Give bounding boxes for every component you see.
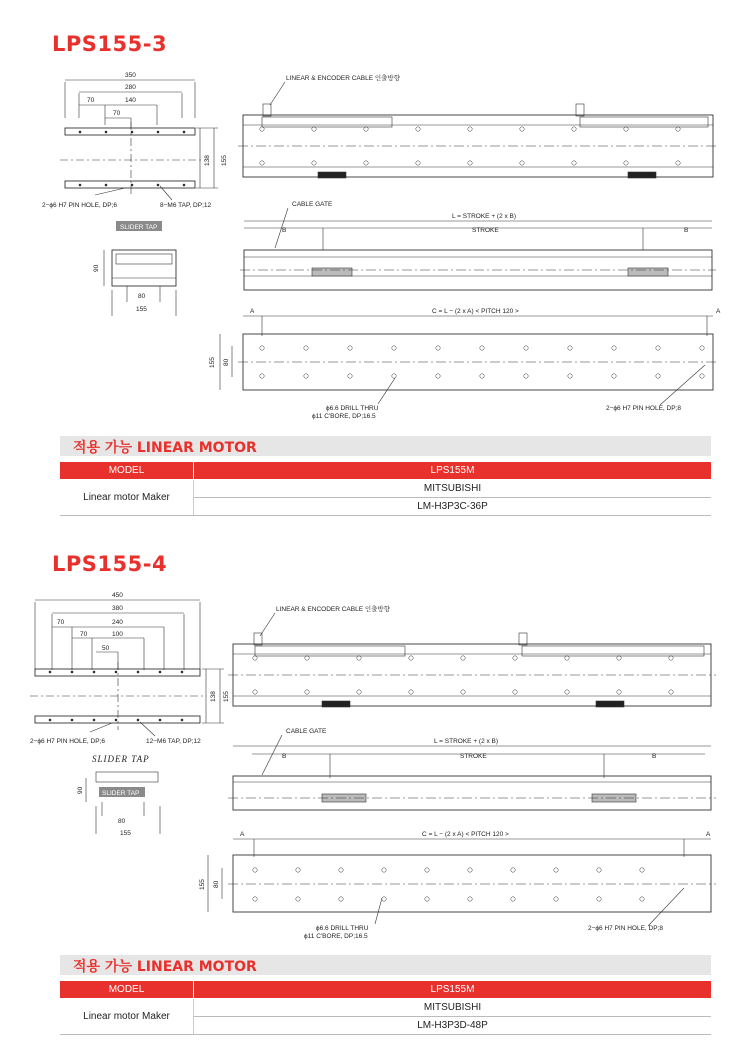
motor-table (60, 981, 711, 1035)
hole-mark (159, 671, 161, 673)
hole-mark (392, 374, 396, 378)
hole-mark (93, 671, 95, 673)
dim-138: 138 (204, 155, 211, 166)
hole-mark (296, 868, 300, 872)
hole-mark (468, 161, 472, 165)
hole-mark (157, 184, 159, 186)
dim-350: 350 (125, 72, 136, 79)
hole-mark (409, 690, 413, 694)
hole-mark (115, 719, 117, 721)
dim-140: 140 (125, 97, 136, 104)
part-value: LM-H3P3C-36P (194, 498, 712, 516)
hole-mark (480, 374, 484, 378)
drawing-lps155-4 (0, 530, 755, 950)
hole-mark (669, 690, 673, 694)
motor-heading: 적용 가능 LINEAR MOTOR (73, 440, 257, 456)
hole-mark (511, 868, 515, 872)
model-header: MODEL (60, 462, 194, 480)
hole-mark (617, 656, 621, 660)
hole-mark (105, 184, 107, 186)
a-left: A (250, 308, 255, 315)
base-pin-label: 2−ϕ6 H7 PIN HOLE, DP;8 (588, 925, 663, 932)
model-value: LPS155M (194, 981, 712, 999)
slider-tap-label: SLIDER TAP (120, 224, 158, 231)
part-value: LM-H3P3D-48P (194, 1017, 712, 1035)
hole-mark (348, 374, 352, 378)
section-title: LPS155-3 (52, 32, 168, 56)
slider-section-view (93, 250, 176, 316)
hole-mark (572, 127, 576, 131)
table-row (60, 480, 711, 498)
model-header: MODEL (60, 981, 194, 999)
hole-mark (79, 184, 81, 186)
hole-mark (436, 374, 440, 378)
l-formula: L = STROKE + (2 x B) (434, 738, 499, 745)
hole-mark (181, 719, 183, 721)
hole-mark (640, 897, 644, 901)
hole-mark (468, 868, 472, 872)
hole-mark (520, 127, 524, 131)
drawing-lps155-3 (0, 0, 755, 430)
hole-mark (436, 346, 440, 350)
hole-mark (137, 719, 139, 721)
hole-mark (305, 656, 309, 660)
cable-gate-label: CABLE GATE (286, 728, 327, 735)
hole-mark (105, 131, 107, 133)
hole-mark (461, 656, 465, 660)
maker-label: Linear motor Maker (60, 999, 194, 1035)
hole-mark (93, 719, 95, 721)
hole-mark (49, 719, 51, 721)
hole-mark (554, 897, 558, 901)
section-lps155-4 (0, 530, 755, 1064)
hole-mark (416, 161, 420, 165)
slider-dim-90: 90 (77, 786, 84, 794)
stage-plan-view (228, 604, 716, 707)
hole-mark (79, 131, 81, 133)
hole-mark (409, 656, 413, 660)
hole-mark (260, 374, 264, 378)
hole-mark (568, 374, 572, 378)
drill-label-2: ϕ11 C'BORE, DP;16.5 (312, 413, 376, 420)
hole-mark (425, 868, 429, 872)
slider-tap-italic: SLIDER TAP (92, 754, 150, 764)
base-pin-label: 2−ϕ6 H7 PIN HOLE, DP;8 (606, 405, 681, 412)
hole-mark (71, 671, 73, 673)
section-lps155-3 (0, 0, 755, 530)
hole-mark (364, 161, 368, 165)
hole-mark (520, 161, 524, 165)
pin-hole-label: 2−ϕ6 H7 PIN HOLE, DP;6 (42, 202, 117, 209)
table-row (60, 999, 711, 1017)
hole-mark (253, 690, 257, 694)
hole-mark (305, 690, 309, 694)
table-header-row (60, 981, 711, 999)
dim-380: 380 (112, 605, 123, 612)
slider-dim-80: 80 (138, 293, 146, 300)
base-dim-80: 80 (213, 880, 220, 888)
tap-label: 8−M6 TAP, DP;12 (160, 202, 212, 209)
hole-mark (656, 374, 660, 378)
base-plan-view (209, 308, 721, 420)
dim-450: 450 (112, 592, 123, 599)
l-formula: L = STROKE + (2 x B) (452, 213, 517, 220)
dim-138: 138 (210, 691, 217, 702)
hole-mark (565, 690, 569, 694)
hole-mark (260, 346, 264, 350)
hole-mark (304, 374, 308, 378)
hole-mark (511, 897, 515, 901)
cable-label: LINEAR & ENCODER CABLE 인출방향 (286, 75, 400, 82)
hole-mark (416, 127, 420, 131)
slider-dim-80: 80 (118, 818, 126, 825)
base-dim-80: 80 (223, 358, 230, 366)
hole-marks (49, 656, 673, 901)
hole-mark (676, 127, 680, 131)
motor-heading: 적용 가능 LINEAR MOTOR (73, 959, 257, 975)
c-formula: C = L − (2 x A) < PITCH 120 > (432, 308, 519, 315)
hole-mark (131, 131, 133, 133)
hole-mark (468, 897, 472, 901)
a-left: A (240, 831, 245, 838)
carriage-plan-view (30, 592, 230, 764)
motor-table (60, 462, 711, 516)
hole-mark (115, 671, 117, 673)
hole-mark (480, 346, 484, 350)
hole-mark (597, 897, 601, 901)
stage-plan-view (238, 73, 718, 178)
hole-mark (304, 346, 308, 350)
a-right: A (706, 831, 711, 838)
hole-mark (572, 161, 576, 165)
hole-mark (253, 656, 257, 660)
model-value: LPS155M (194, 462, 712, 480)
dim-70b: 70 (80, 631, 88, 638)
hole-mark (364, 127, 368, 131)
hole-mark (181, 671, 183, 673)
stroke-label: STROKE (460, 753, 487, 760)
hole-mark (568, 346, 572, 350)
hole-mark (382, 897, 386, 901)
hole-mark (676, 161, 680, 165)
slider-dim-155: 155 (120, 830, 131, 837)
hole-mark (700, 346, 704, 350)
table-header-row (60, 462, 711, 480)
hole-mark (348, 346, 352, 350)
hole-mark (260, 127, 264, 131)
hole-mark (597, 868, 601, 872)
maker-label: Linear motor Maker (60, 480, 194, 516)
a-right: A (716, 308, 721, 315)
b-left: B (282, 227, 287, 234)
hole-mark (524, 374, 528, 378)
hole-mark (253, 868, 257, 872)
drill-label-2: ϕ11 C'BORE, DP;16.5 (304, 933, 368, 940)
base-dim-155: 155 (199, 879, 206, 890)
hole-mark (624, 161, 628, 165)
hole-mark (260, 161, 264, 165)
hole-mark (612, 374, 616, 378)
dim-240: 240 (112, 619, 123, 626)
hole-mark (513, 690, 517, 694)
hole-mark (640, 868, 644, 872)
hole-mark (425, 897, 429, 901)
hole-mark (461, 690, 465, 694)
pin-hole-label: 2−ϕ6 H7 PIN HOLE, DP;6 (30, 738, 105, 745)
slider-dim-90: 90 (93, 264, 100, 272)
b-right: B (684, 227, 689, 234)
hole-mark (339, 868, 343, 872)
stroke-label: STROKE (472, 227, 499, 234)
drill-label-1: ϕ6.6 DRILL THRU (316, 925, 369, 932)
base-dim-155: 155 (209, 357, 216, 368)
dim-70b: 70 (113, 110, 121, 117)
hole-mark (669, 656, 673, 660)
dim-155: 155 (221, 155, 228, 166)
hole-mark (183, 131, 185, 133)
hole-mark (612, 346, 616, 350)
hole-mark (157, 131, 159, 133)
hole-mark (513, 656, 517, 660)
b-left: B (282, 753, 287, 760)
stage-side-view (240, 201, 716, 290)
base-plan-view (199, 831, 716, 940)
dim-280: 280 (125, 84, 136, 91)
hole-mark (554, 868, 558, 872)
c-formula: C = L − (2 x A) < PITCH 120 > (422, 831, 509, 838)
hole-mark (159, 719, 161, 721)
dim-70: 70 (87, 97, 95, 104)
cable-gate-label: CABLE GATE (292, 201, 333, 208)
hole-mark (624, 127, 628, 131)
hole-mark (339, 897, 343, 901)
hole-mark (131, 184, 133, 186)
hole-marks (79, 127, 704, 378)
maker-value: MITSUBISHI (194, 999, 712, 1017)
hole-mark (312, 127, 316, 131)
hole-mark (137, 671, 139, 673)
hole-mark (565, 656, 569, 660)
hole-mark (312, 161, 316, 165)
hole-mark (382, 868, 386, 872)
stage-side-view (228, 728, 716, 810)
slider-section-view (77, 772, 160, 837)
section-title: LPS155-4 (52, 552, 168, 576)
hole-mark (357, 690, 361, 694)
hole-mark (253, 897, 257, 901)
tap-label: 12−M6 TAP, DP;12 (146, 738, 201, 745)
hole-mark (183, 184, 185, 186)
slider-tap-label: SLIDER TAP (102, 790, 140, 797)
hole-mark (357, 656, 361, 660)
carriage-plan-view (42, 72, 228, 231)
hole-mark (700, 374, 704, 378)
motor-heading-band (60, 955, 711, 975)
hole-mark (392, 346, 396, 350)
b-right: B (652, 753, 657, 760)
hole-mark (617, 690, 621, 694)
hole-mark (71, 719, 73, 721)
dim-70: 70 (57, 619, 65, 626)
cable-label: LINEAR & ENCODER CABLE 인출방향 (276, 606, 390, 613)
hole-mark (296, 897, 300, 901)
hole-mark (49, 671, 51, 673)
dim-155: 155 (223, 691, 230, 702)
dim-100: 100 (112, 631, 123, 638)
motor-heading-band (60, 436, 711, 456)
maker-value: MITSUBISHI (194, 480, 712, 498)
slider-dim-155: 155 (136, 306, 147, 313)
hole-mark (656, 346, 660, 350)
dim-50: 50 (102, 645, 110, 652)
drill-label-1: ϕ6.6 DRILL THRU (326, 405, 379, 412)
hole-mark (524, 346, 528, 350)
hole-mark (468, 127, 472, 131)
